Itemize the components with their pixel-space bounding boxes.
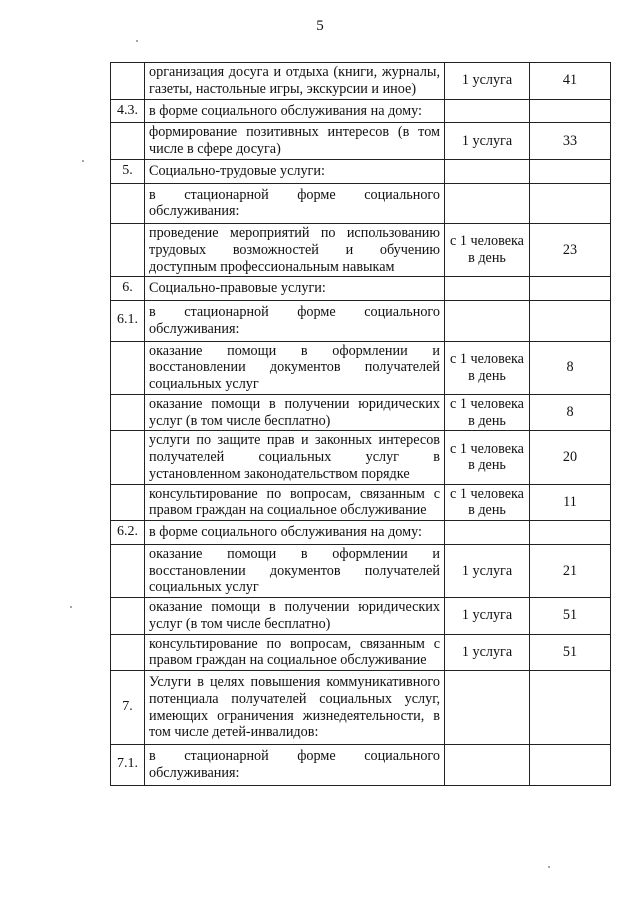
service-description: услуги по защите прав и законных интересов получателей социальных услуг в установленном законодательством порядке	[145, 431, 445, 484]
table-row	[111, 159, 611, 183]
service-value: 21	[530, 544, 611, 597]
services-table	[110, 62, 611, 786]
table-row	[111, 431, 611, 484]
row-number: 5.	[111, 159, 145, 183]
row-number	[111, 394, 145, 431]
service-description: оказание помощи в оформлении и восстановлении документов получателей социальных услуг	[145, 544, 445, 597]
table-row	[111, 123, 611, 160]
row-number: 7.	[111, 671, 145, 745]
unit-of-measure: 1 услуга	[445, 598, 530, 635]
unit-of-measure	[445, 183, 530, 224]
service-value	[530, 183, 611, 224]
row-number: 6.1.	[111, 301, 145, 342]
service-value: 8	[530, 341, 611, 394]
row-number	[111, 598, 145, 635]
service-description: в стационарной форме социального обслуживания:	[145, 183, 445, 224]
scan-speck	[82, 160, 84, 162]
service-value: 23	[530, 224, 611, 277]
service-value	[530, 671, 611, 745]
unit-of-measure: с 1 человека в день	[445, 341, 530, 394]
service-description: Услуги в целях повышения коммуникативного потенциала получателей социальных услуг, имеющих ограничения жизнедеятельности, в том числе детей-инвалидов:	[145, 671, 445, 745]
service-value: 41	[530, 63, 611, 100]
service-description: в стационарной форме социального обслуживания:	[145, 301, 445, 342]
unit-of-measure	[445, 99, 530, 123]
service-description: в форме социального обслуживания на дому:	[145, 99, 445, 123]
service-description: формирование позитивных интересов (в том числе в сфере досуга)	[145, 123, 445, 160]
row-number: 6.	[111, 277, 145, 301]
service-description: оказание помощи в получении юридических услуг (в том числе бесплатно)	[145, 394, 445, 431]
table-row	[111, 183, 611, 224]
unit-of-measure: 1 услуга	[445, 544, 530, 597]
table-row	[111, 634, 611, 671]
table-row	[111, 544, 611, 597]
table-row	[111, 484, 611, 521]
unit-of-measure	[445, 277, 530, 301]
row-number	[111, 63, 145, 100]
service-value: 51	[530, 598, 611, 635]
unit-of-measure: с 1 человека в день	[445, 394, 530, 431]
unit-of-measure	[445, 745, 530, 786]
row-number: 4.3.	[111, 99, 145, 123]
unit-of-measure: с 1 человека в день	[445, 224, 530, 277]
service-description: консультирование по вопросам, связанным с правом граждан на социальное обслуживание	[145, 634, 445, 671]
unit-of-measure	[445, 671, 530, 745]
row-number	[111, 544, 145, 597]
service-description: оказание помощи в получении юридических услуг (в том числе бесплатно)	[145, 598, 445, 635]
unit-of-measure: 1 услуга	[445, 634, 530, 671]
service-value	[530, 99, 611, 123]
service-value: 8	[530, 394, 611, 431]
unit-of-measure: с 1 человека в день	[445, 484, 530, 521]
unit-of-measure	[445, 301, 530, 342]
scan-speck	[136, 40, 138, 42]
table-row	[111, 63, 611, 100]
row-number	[111, 431, 145, 484]
unit-of-measure: 1 услуга	[445, 63, 530, 100]
table-row	[111, 341, 611, 394]
service-value	[530, 521, 611, 545]
row-number	[111, 224, 145, 277]
service-description: организация досуга и отдыха (книги, журналы, газеты, настольные игры, экскурсии и иное)	[145, 63, 445, 100]
service-description: консультирование по вопросам, связанным с правом граждан на социальное обслуживание	[145, 484, 445, 521]
service-value	[530, 277, 611, 301]
service-description: проведение мероприятий по использованию трудовых возможностей и обучению доступным профессиональным навыкам	[145, 224, 445, 277]
row-number	[111, 183, 145, 224]
table-row	[111, 598, 611, 635]
row-number	[111, 341, 145, 394]
table-row	[111, 394, 611, 431]
unit-of-measure	[445, 521, 530, 545]
table-row	[111, 224, 611, 277]
table-row	[111, 99, 611, 123]
service-description: оказание помощи в оформлении и восстановлении документов получателей социальных услуг	[145, 341, 445, 394]
service-description: в форме социального обслуживания на дому:	[145, 521, 445, 545]
table-row	[111, 301, 611, 342]
row-number	[111, 484, 145, 521]
service-value: 33	[530, 123, 611, 160]
service-value	[530, 159, 611, 183]
page-number: 5	[316, 18, 324, 34]
service-value: 11	[530, 484, 611, 521]
service-value: 20	[530, 431, 611, 484]
service-value	[530, 301, 611, 342]
row-number	[111, 634, 145, 671]
table-row	[111, 277, 611, 301]
scan-speck	[548, 866, 550, 868]
service-value	[530, 745, 611, 786]
unit-of-measure	[445, 159, 530, 183]
table-row	[111, 745, 611, 786]
table-row	[111, 521, 611, 545]
service-description: Социально-правовые услуги:	[145, 277, 445, 301]
service-description: Социально-трудовые услуги:	[145, 159, 445, 183]
unit-of-measure: 1 услуга	[445, 123, 530, 160]
row-number: 6.2.	[111, 521, 145, 545]
row-number	[111, 123, 145, 160]
service-value: 51	[530, 634, 611, 671]
table-row	[111, 671, 611, 745]
scan-speck	[70, 606, 72, 608]
service-description: в стационарной форме социального обслуживания:	[145, 745, 445, 786]
unit-of-measure: с 1 человека в день	[445, 431, 530, 484]
row-number: 7.1.	[111, 745, 145, 786]
